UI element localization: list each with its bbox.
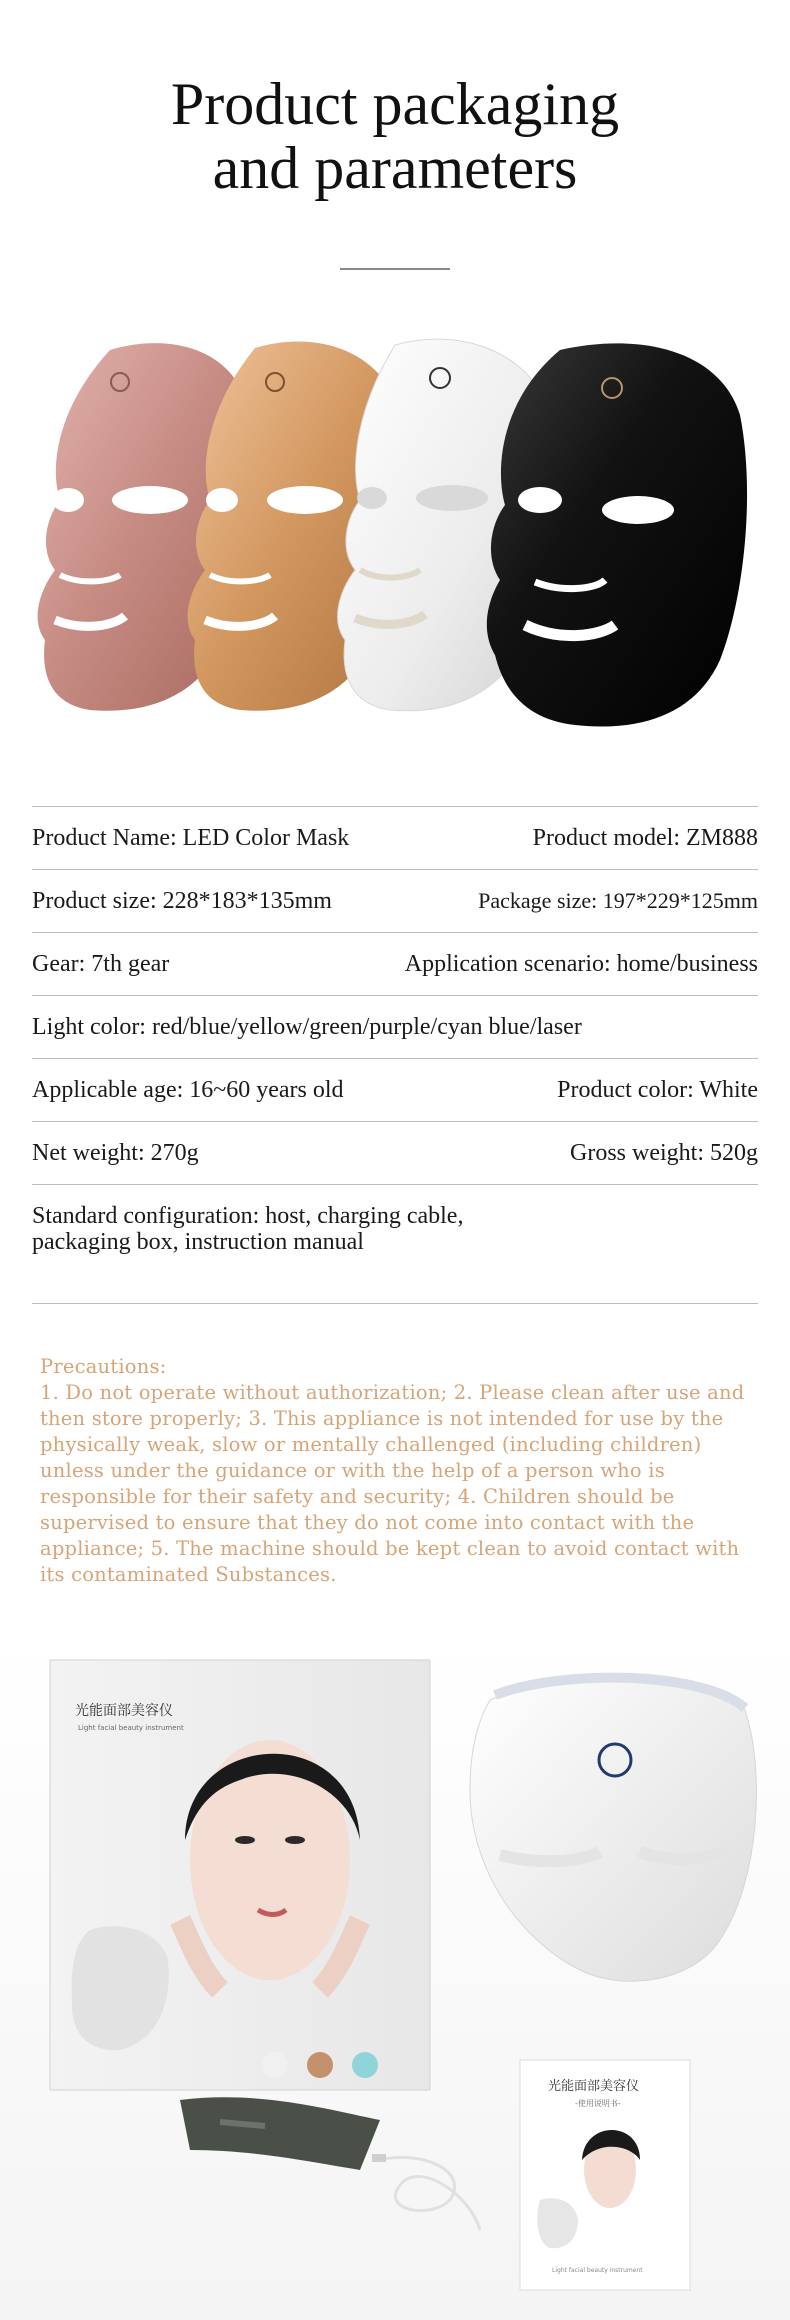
spec-row-gear-scenario bbox=[32, 932, 758, 995]
manual-footer-en: Light facial beauty instrument bbox=[552, 2267, 643, 2274]
spec-row-light-color bbox=[32, 995, 758, 1058]
spec-row-age-color bbox=[32, 1058, 758, 1121]
page-title-line-1: Product packaging bbox=[170, 71, 620, 137]
box-title-cn: 光能面部美容仪 bbox=[75, 1703, 173, 1719]
spec-standard-configuration: Standard configuration: host, charging cable, packaging box, instruction manual bbox=[32, 1203, 464, 1255]
page-title bbox=[0, 72, 790, 200]
spec-product-color: Product color: White bbox=[557, 1076, 758, 1103]
spec-row-name-model bbox=[32, 806, 758, 869]
spec-row-configuration bbox=[32, 1184, 758, 1304]
spec-product-size: Product size: 228*183*135mm bbox=[32, 887, 332, 914]
spec-net-weight: Net weight: 270g bbox=[32, 1139, 199, 1166]
hero-masks-image bbox=[0, 320, 790, 740]
packaging-contents-image bbox=[0, 1640, 790, 2320]
spec-row-sizes bbox=[32, 869, 758, 932]
spec-applicable-age: Applicable age: 16~60 years old bbox=[32, 1076, 344, 1103]
product-box bbox=[50, 1660, 430, 2090]
spec-row-weights bbox=[32, 1121, 758, 1184]
spec-product-model: Product model: ZM888 bbox=[532, 824, 758, 851]
precautions-heading: Precautions: bbox=[40, 1355, 167, 1378]
title-divider bbox=[340, 268, 450, 270]
precautions-text: 1. Do not operate without authorization; 2. Please clean after use and then store properly; 3. This appliance is not intended for use by the physically weak, slow or mentally challenged (including children) unless under the guidance or with the help of a person who is responsible for their safety and security; 4. Children should be supervised to ensure that they do not come into contact with the appliance; 5. The machine should be kept clean to avoid contact with its contaminated Substances. bbox=[40, 1381, 745, 1586]
spec-package-size: Package size: 197*229*125mm bbox=[478, 888, 758, 913]
page-title-line-2: and parameters bbox=[212, 135, 578, 201]
black-mask bbox=[487, 343, 747, 726]
spec-product-name: Product Name: LED Color Mask bbox=[32, 824, 350, 851]
spec-application-scenario: Application scenario: home/business bbox=[404, 950, 758, 977]
manual-title-cn: 光能面部美容仪 bbox=[548, 2079, 640, 2094]
manual-subtitle-cn: -使用说明书- bbox=[575, 2099, 621, 2108]
instruction-manual bbox=[520, 2060, 690, 2290]
box-title-en: Light facial beauty instrument bbox=[78, 1724, 184, 1732]
precautions-block bbox=[40, 1354, 760, 1588]
spec-gross-weight: Gross weight: 520g bbox=[570, 1139, 758, 1166]
spec-gear: Gear: 7th gear bbox=[32, 950, 170, 977]
spec-light-color: Light color: red/blue/yellow/green/purple/cyan blue/laser bbox=[32, 1013, 582, 1040]
specs-table bbox=[32, 806, 758, 1304]
